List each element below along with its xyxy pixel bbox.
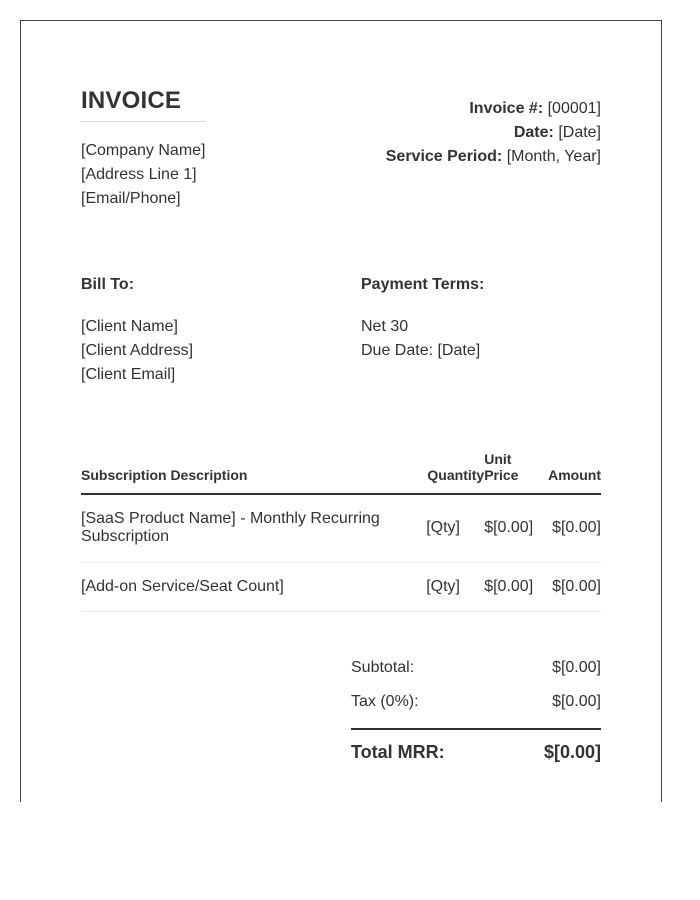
row-amount: $[0.00] [548,494,601,562]
payment-due-date: Due Date: [Date] [361,342,481,359]
total-value: $[0.00] [543,742,601,762]
column-header-unit-price [484,451,548,494]
client-email: [Client Email] [81,366,176,383]
row-quantity: [Qty] [426,494,484,562]
totals-section [351,657,601,770]
parties-section [81,275,601,385]
invoice-header [81,87,601,217]
row-description: [SaaS Product Name] - Monthly Recurring Subscription [81,494,426,562]
column-header-quantity: Quantity [426,451,484,494]
company-address-line: [Address Line 1] [81,166,197,183]
company-block [81,87,206,211]
payment-terms-details [361,315,484,363]
invoice-page [20,20,662,802]
payment-terms-net: Net 30 [361,318,409,335]
payment-terms-block [361,275,484,363]
total-label: Total MRR: [351,742,445,762]
subtotal-label: Subtotal: [351,659,415,676]
bill-to-block [81,275,193,387]
invoice-number-label: Invoice #: [469,100,544,117]
bill-to-heading: Bill To: [81,276,135,293]
client-address: [Client Address] [81,342,194,359]
column-header-amount: Amount [548,451,601,494]
bill-to-details [81,315,193,387]
line-items-table [81,451,601,612]
total-row [351,730,601,770]
row-description: [Add-on Service/Seat Count] [81,562,426,611]
table-row [81,494,601,562]
tax-row [351,691,601,725]
row-unit-price: $[0.00] [484,562,548,611]
tax-value: $[0.00] [552,693,601,710]
invoice-date-row [386,121,601,145]
invoice-content [81,21,601,802]
subtotal-row [351,657,601,691]
invoice-date-label: Date: [513,124,554,141]
company-name: [Company Name] [81,142,206,159]
service-period-value: [Month, Year] [506,148,601,165]
unit-price-header-text: Unit Price [484,451,519,483]
subtotal-value: $[0.00] [552,659,601,676]
client-name: [Client Name] [81,318,178,335]
tax-label: Tax (0%): [351,693,419,710]
company-address [81,139,206,211]
service-period-row [386,145,601,169]
invoice-date-value: [Date] [558,124,601,141]
payment-terms-heading: Payment Terms: [361,276,485,293]
invoice-title: INVOICE [81,87,206,122]
column-header-description: Subscription Description [81,451,426,494]
table-row [81,562,601,611]
service-period-label: Service Period: [385,148,503,165]
row-unit-price: $[0.00] [484,494,548,562]
company-contact: [Email/Phone] [81,190,181,207]
invoice-number-row [386,97,601,121]
row-quantity: [Qty] [426,562,484,611]
row-amount: $[0.00] [548,562,601,611]
invoice-number-value: [00001] [547,100,601,117]
invoice-meta [386,97,601,169]
table-header-row [81,451,601,494]
